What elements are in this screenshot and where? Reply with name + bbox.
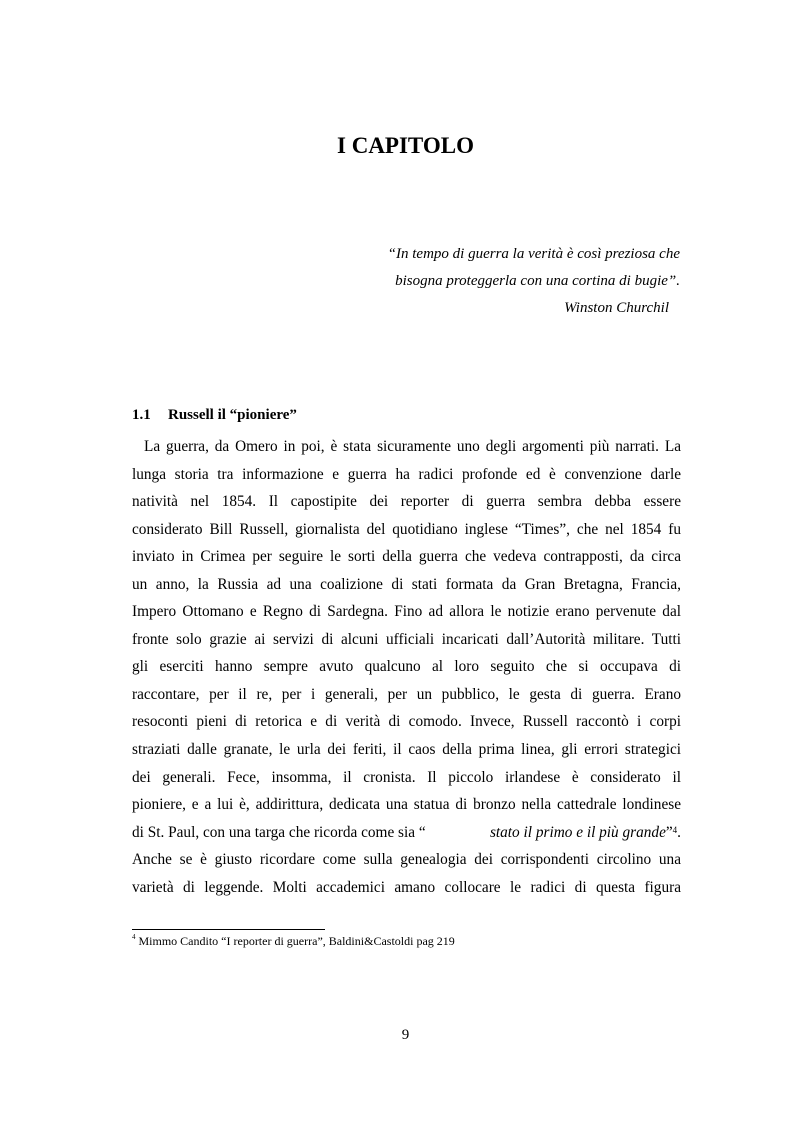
epigraph — [388, 241, 680, 322]
epigraph-author: Winston Churchil — [564, 300, 669, 316]
text-line: Impero Ottomano e Regno di Sardegna. Fino ad allora le notizie erano pervenute dal — [132, 603, 681, 621]
text-line: gli eserciti hanno sempre avuto qualcuno al loro seguito che si occupava di — [132, 658, 681, 676]
footnote — [132, 934, 455, 949]
text-line: dei generali. Fece, insomma, il cronista. Il piccolo irlandese è considerato il — [132, 768, 681, 786]
text-line: Anche se è giusto ricordare come sulla genealogia dei corrispondenti circolino una — [132, 851, 681, 869]
page-number: 9 — [401, 1027, 410, 1043]
footnote-reference[interactable]: 4 — [672, 824, 678, 835]
closing-quote: ” — [665, 823, 673, 841]
text-line: varietà di leggende. Molti accademici amano collocare le radici di questa figura — [132, 878, 681, 896]
section-heading — [132, 407, 297, 424]
section-title: Russell il “pioniere” — [168, 407, 297, 423]
text-line: lunga storia tra informazione e guerra ha radici profonde ed è convenzione darle — [132, 465, 681, 483]
text-line: inviato in Crimea per seguire le sorti della guerra che vedeva contrapposti, da circa — [132, 548, 681, 566]
text-line: fronte solo grazie ai servizi di alcuni ufficiali incaricati dall’Autorità militare. Tutti — [132, 630, 681, 648]
body-paragraph — [132, 433, 681, 901]
text-line-with-quote — [132, 819, 681, 847]
period: . — [677, 823, 681, 841]
quoted-phrase: stato il primo e il più grande — [489, 823, 666, 841]
text-line: natività nel 1854. Il capostipite dei reporter di guerra sembra debba essere — [132, 493, 681, 511]
text-line: straziati dalle granate, le urla dei feriti, il caos della prima linea, gli errori strategici — [132, 741, 681, 759]
footnote-divider — [132, 929, 325, 930]
footnote-text: Mimmo Candito “I reporter di guerra”, Baldini&Castoldi pag 219 — [135, 934, 455, 948]
text-line: La guerra, da Omero in poi, è stata sicuramente uno degli argomenti più narrati. La — [144, 438, 681, 455]
text-line: pioniere, e a lui è, addirittura, dedicata una statua di bronzo nella cattedrale londinese — [132, 796, 681, 814]
footnote-number: 4 — [132, 933, 136, 941]
text-line: considerato Bill Russell, giornalista del quotidiano inglese “Times”, che nel 1854 fu — [132, 520, 681, 538]
text-line: resoconti pieni di retorica e di verità di comodo. Invece, Russell raccontò i corpi — [132, 713, 681, 731]
text-line: un anno, la Russia ad una coalizione di stati formata da Gran Bretagna, Francia, — [132, 575, 681, 593]
section-number: 1.1 — [132, 407, 151, 423]
epigraph-line-2: bisogna proteggerla con una cortina di bugie”. — [395, 273, 680, 289]
chapter-title: I CAPITOLO — [337, 133, 474, 158]
epigraph-line-1: “In tempo di guerra la verità è così preziosa che — [387, 246, 680, 262]
text-line: raccontare, per il re, per i generali, per un pubblico, le gesta di guerra. Erano — [132, 685, 681, 703]
text-line-part: di St. Paul, con una targa che ricorda come sia “ — [132, 823, 426, 841]
